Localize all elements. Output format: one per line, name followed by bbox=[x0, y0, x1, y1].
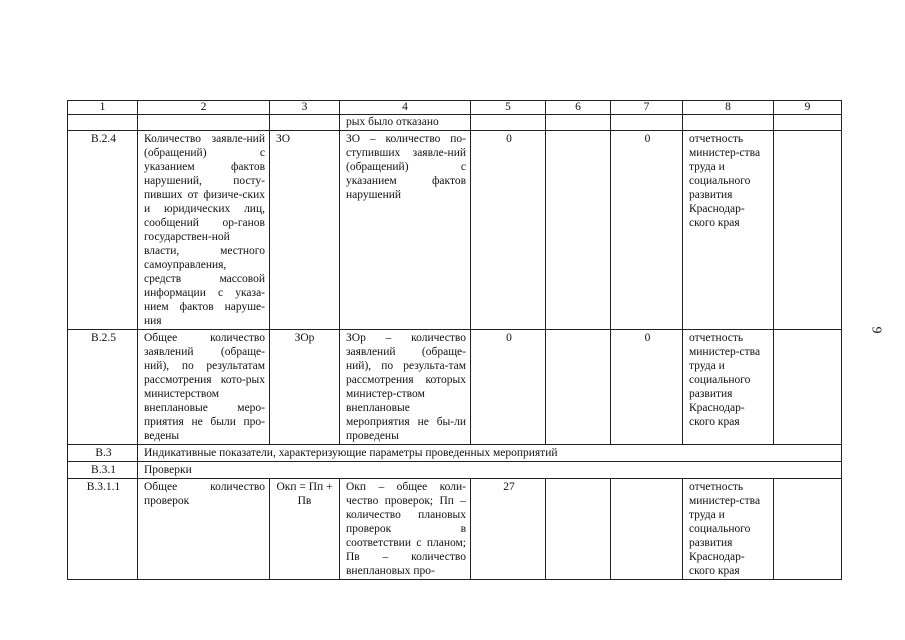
header-cell: 1 bbox=[68, 101, 138, 115]
page-number: 9 bbox=[868, 326, 884, 334]
indicators-table bbox=[67, 100, 842, 580]
indicator-source: отчетность министер-ства труда и социального развития Краснодар-ского края bbox=[683, 479, 774, 580]
header-cell: 8 bbox=[683, 101, 774, 115]
indicator-code: В.2.5 bbox=[68, 330, 138, 445]
header-cell: 5 bbox=[471, 101, 546, 115]
continuation-row bbox=[68, 115, 842, 131]
header-cell: 3 bbox=[270, 101, 340, 115]
subsection-code: В.3.1 bbox=[68, 462, 138, 479]
indicator-value-5: 27 bbox=[471, 479, 546, 580]
indicator-value-6 bbox=[546, 131, 611, 330]
indicator-value-5: 0 bbox=[471, 131, 546, 330]
header-cell: 6 bbox=[546, 101, 611, 115]
section-code: В.3 bbox=[68, 445, 138, 462]
table-row bbox=[68, 131, 842, 330]
indicator-name: Общее количество проверок bbox=[138, 479, 270, 580]
indicator-formula: ЗОр – количество заявлений (обраще-ний), по результа-там рассмотрения которых министер-ством внеплановые мероприятия не бы-ли проведены bbox=[340, 330, 471, 445]
indicator-name: Общее количество заявлений (обраще-ний), по результатам рассмотрения кото-рых министерством внеплановые меро-приятия не были про-ведены bbox=[138, 330, 270, 445]
header-cell: 9 bbox=[774, 101, 842, 115]
indicator-formula: ЗО – количество по-ступивших заявле-ний (обращений) с указанием фактов нарушений bbox=[340, 131, 471, 330]
indicator-source: отчетность министер-ства труда и социального развития Краснодар-ского края bbox=[683, 330, 774, 445]
indicator-designation: ЗОр bbox=[270, 330, 340, 445]
indicator-value-6 bbox=[546, 330, 611, 445]
subsection-title: Проверки bbox=[138, 462, 842, 479]
indicator-code: В.2.4 bbox=[68, 131, 138, 330]
section-row bbox=[68, 445, 842, 462]
indicator-value-7 bbox=[611, 479, 683, 580]
indicator-name: Количество заявле-ний (обращений) с указанием фактов нарушений, посту-пивших от физиче-ских и юридических лиц, сообщений ор-ганов государствен-ной власти, местного самоуправления, средств массовой информации с указа-нием фактов наруше-ния bbox=[138, 131, 270, 330]
indicator-source: отчетность министер-ства труда и социального развития Краснодар-ского края bbox=[683, 131, 774, 330]
continuation-text: рых было отказано bbox=[340, 115, 471, 131]
table-row bbox=[68, 479, 842, 580]
table-row bbox=[68, 330, 842, 445]
indicator-value-6 bbox=[546, 479, 611, 580]
indicator-value-9 bbox=[774, 479, 842, 580]
indicator-value-7: 0 bbox=[611, 330, 683, 445]
section-title: Индикативные показатели, характеризующие параметры проведенных мероприятий bbox=[138, 445, 842, 462]
header-cell: 2 bbox=[138, 101, 270, 115]
header-cell: 7 bbox=[611, 101, 683, 115]
subsection-row bbox=[68, 462, 842, 479]
indicator-formula: Окп – общее коли-чество проверок; Пп – количество плановых проверок в соответствии с планом; Пв – количество внеплановых про- bbox=[340, 479, 471, 580]
column-number-header bbox=[68, 101, 842, 115]
indicator-value-9 bbox=[774, 330, 842, 445]
indicator-code: В.3.1.1 bbox=[68, 479, 138, 580]
indicator-value-9 bbox=[774, 131, 842, 330]
indicator-designation: Окп = Пп + Пв bbox=[270, 479, 340, 580]
indicator-value-5: 0 bbox=[471, 330, 546, 445]
header-cell: 4 bbox=[340, 101, 471, 115]
indicator-designation: ЗО bbox=[270, 131, 340, 330]
indicator-value-7: 0 bbox=[611, 131, 683, 330]
